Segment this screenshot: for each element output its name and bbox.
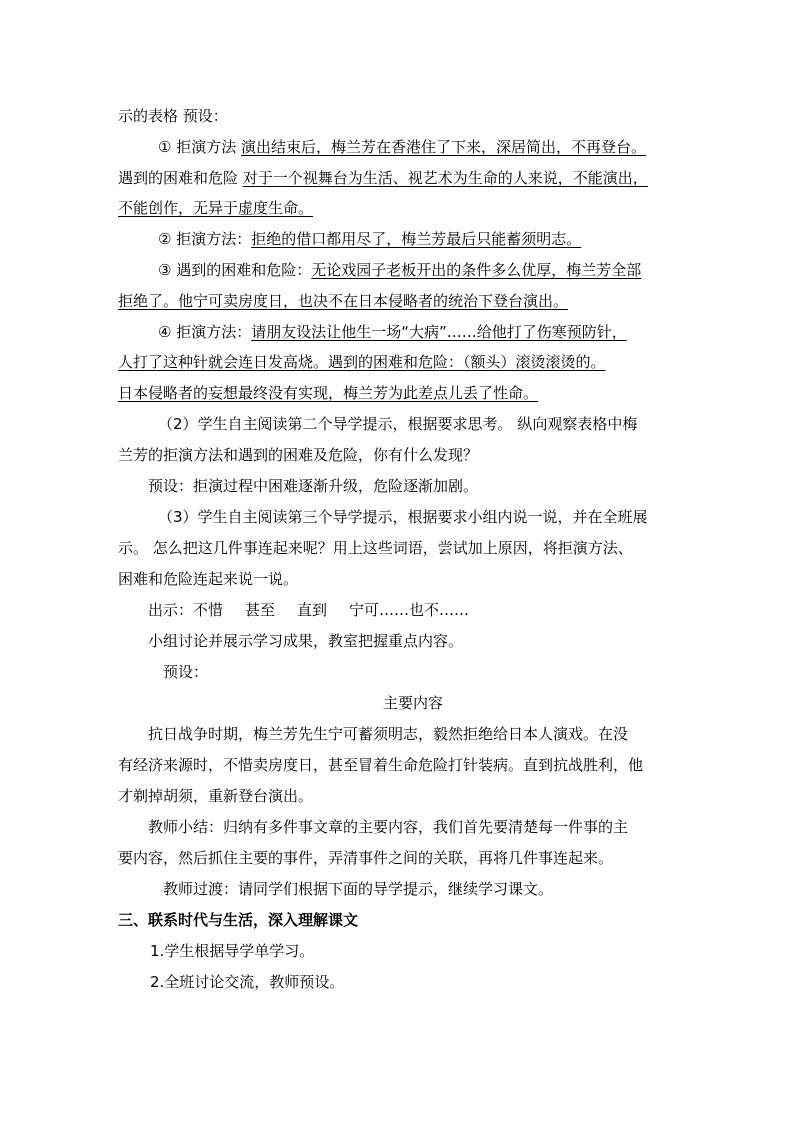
paragraph-line: 困难和危险连起来说一说。: [118, 570, 299, 588]
underlined-answer: 无论戏园子老板开出的条件多么优厚，梅兰芳全部: [311, 261, 642, 279]
paragraph-line: ④ 拒演方法：请朋友设法让他生一场“大病”……给他打了伤寒预防针，: [158, 323, 627, 341]
paragraph-line: 小组讨论并展示学习成果，教室把握重点内容。: [148, 632, 464, 650]
paragraph-line: ③ 遇到的困难和危险：无论戏园子老板开出的条件多么优厚，梅兰芳全部: [158, 261, 642, 279]
section-heading: 主要内容: [383, 694, 444, 712]
paragraph-line: 预设：: [163, 663, 209, 681]
paragraph-line: 示的表格 预设：: [118, 107, 228, 125]
paragraph-line: 教师小结：归纳有多件事文章的主要内容，我们首先要清楚每一件事的主: [148, 818, 629, 836]
paragraph-line: 预设：拒演过程中困难逐渐升级，危险逐渐加剧。: [148, 477, 479, 495]
paragraph-line: ② 拒演方法：拒绝的借口都用尽了，梅兰芳最后只能蓄须明志。: [158, 230, 582, 248]
underlined-answer: 拒绝的借口都用尽了，梅兰芳最后只能蓄须明志。: [251, 230, 582, 248]
paragraph-line: 才剃掉胡须，重新登台演出。: [118, 787, 314, 805]
underlined-answer: 演出结束后，梅兰芳在香港住了下来，深居简出，不再登台。: [241, 138, 647, 156]
underlined-answer: 对于一个视舞台为生活、视艺术为生命的人来说，不能演出，: [242, 169, 648, 187]
paragraph-line: 遇到的困难和危险 对于一个视舞台为生活、视艺术为生命的人来说，不能演出，: [118, 169, 648, 187]
underlined-answer: 拒绝了。他宁可卖房度日，也决不在日本侵略者的统治下登台演出。: [118, 292, 569, 310]
paragraph-line: （3）学生自主阅读第三个导学提示，根据要求小组内说一说，并在全班展: [158, 508, 648, 526]
list-item: 1.学生根据导学单学习。: [150, 942, 315, 960]
paragraph-line: [118, 383, 538, 403]
underlined-answer: 不能创作，无异于虚度生命。: [118, 199, 314, 217]
list-item: 2.全班讨论交流，教师预设。: [150, 973, 345, 991]
paragraph-line: [118, 352, 606, 372]
paragraph-line: 抗日战争时期，梅兰芳先生宁可蓄须明志，毅然拒绝给日本人演戏。在没: [148, 725, 629, 743]
paragraph-line: 示。 怎么把这几件事连起来呢？用上这些词语，尝试加上原因，将拒演方法、: [118, 539, 633, 557]
paragraph-line: 出示：不惜 甚至 直到 宁可……也不……: [148, 601, 470, 619]
underlined-answer: 请朋友设法让他生一场“大病”……给他打了伤寒预防针，: [251, 323, 627, 341]
paragraph-line: 有经济来源时，不惜卖房度日，甚至冒着生命危险打针装病。直到抗战胜利，他: [118, 756, 644, 774]
paragraph-line: 要内容，然后抓住主要的事件，弄清事件之间的关联，再将几件事连起来。: [118, 849, 614, 867]
underlined-answer: 遇到的困难和危险：（额头）滚烫滚烫的。: [328, 353, 606, 371]
paragraph-line: 教师过渡：请同学们根据下面的导学提示，继续学习课文。: [163, 880, 554, 898]
section-heading: 三、联系时代与生活，深入理解课文: [118, 911, 359, 929]
paragraph-line: [118, 198, 313, 218]
paragraph-line: ① 拒演方法 演出结束后，梅兰芳在香港住了下来，深居简出，不再登台。: [158, 138, 647, 156]
underlined-answer: 人打了这种针就会连日发高烧。: [118, 353, 329, 371]
paragraph-line: （2）学生自主阅读第二个导学提示，根据要求思考。 纵向观察表格中梅: [158, 415, 638, 433]
underlined-answer: 日本侵略者的妄想最终没有实现，梅兰芳为此差点儿丢了性命。: [118, 384, 539, 402]
paragraph-line: 兰芳的拒演方法和遇到的困难及危险，你有什么发现？: [118, 446, 479, 464]
paragraph-line: [118, 291, 568, 311]
